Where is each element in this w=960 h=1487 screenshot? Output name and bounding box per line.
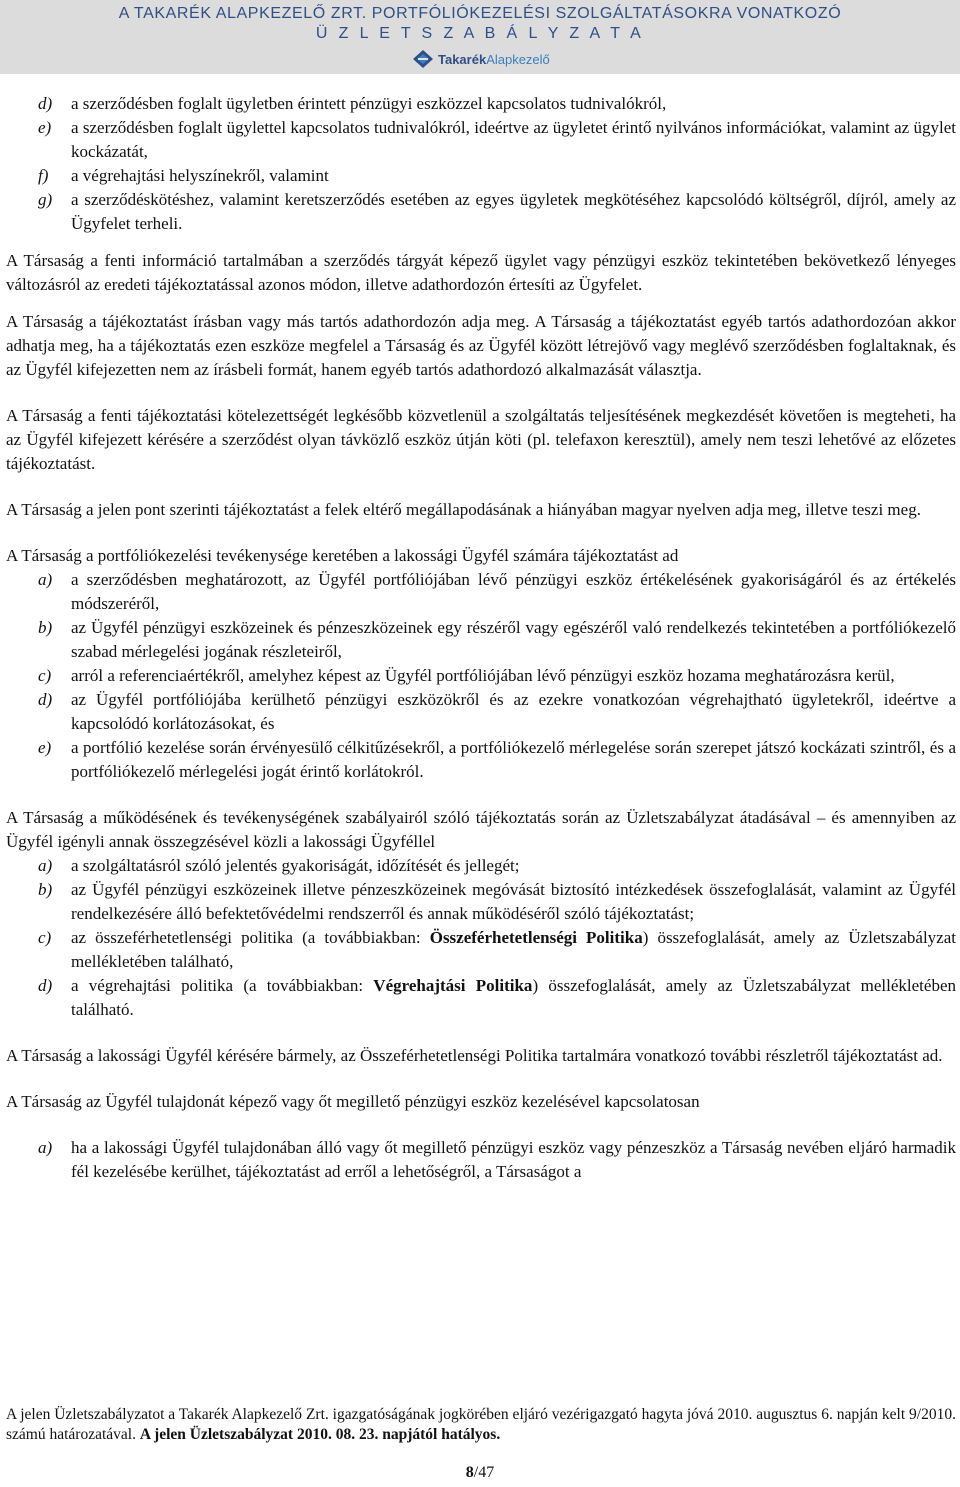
defined-term: Összeférhetetlenségi Politika	[429, 928, 643, 947]
list-item-text: az Ügyfél portfóliójába kerülhető pénzügyi eszközökről és az ezekre vonatkozóan végrehajtható ügyletekről, ideértve a kapcsolódó korlátozásokat, és	[71, 690, 956, 733]
list-item-text: a szerződéskötéshez, valamint keretszerződés esetében az egyes ügyletek megkötéséhez kapcsolódó költségről, díjról, amely az Ügyfelet terheli.	[71, 190, 956, 233]
list-item	[6, 926, 956, 974]
list-item-text: ) összefoglalását, amely az Üzletszabályzat mellékletében található.	[71, 976, 956, 1019]
list-marker: a)	[38, 570, 53, 589]
list-marker: a)	[38, 856, 53, 875]
defined-term: Végrehajtási Politika	[373, 976, 533, 995]
list-marker: c)	[38, 928, 52, 947]
list-item-text: a végrehajtási helyszínekről, valamint	[71, 166, 329, 185]
paragraph: A Társaság a működésének és tevékenységének szabályairól szóló tájékoztatás során az Üzletszabályzat átadásával – és amennyiben az Ügyfél igényli annak összegzésével közli a lakossági Ügyféllel	[6, 808, 956, 851]
logo-text	[438, 52, 550, 67]
list-item-text: az összeférhetetlenségi politika (a továbbiakban:	[71, 928, 430, 947]
logo-light: Alapkezelő	[486, 51, 550, 67]
list-marker: e)	[38, 738, 52, 757]
logo-bold: Takarék	[438, 51, 487, 67]
total-pages: /47	[473, 1464, 495, 1481]
list-item-text: ) összefoglalását, amely az Üzletszabályzat mellékletében található,	[71, 928, 956, 971]
list-marker: b)	[38, 618, 53, 637]
paragraph: A Társaság a lakossági Ügyfél kérésére bármely, az Összeférhetetlenségi Politika tartalmára vonatkozó további részletről tájékoztatást ad.	[6, 1046, 943, 1065]
list-item-text: ha a lakossági Ügyfél tulajdonában álló vagy őt megillető pénzügyi eszköz vagy pénzeszköz a Társaság nevében eljáró harmadik fél kezelésébe kerülhet, tájékoztatást ad erről a lehetőségről, a Társaságot a	[71, 1138, 956, 1181]
paragraph: A Társaság a fenti információ tartalmában a szerződés tárgyát képező ügylet vagy pénzügyi eszköz tekintetében bekövetkező lényeges változásról az eredeti tájékoztatással azonos módon, illetve adathordozón értesíti az Ügyfelet.	[6, 251, 956, 294]
paragraph: A Társaság a portfóliókezelési tevékenysége keretében a lakossági Ügyfél számára tájékoztatást ad	[6, 546, 679, 565]
company-logo	[412, 48, 550, 70]
list-item	[6, 878, 956, 926]
list-marker: c)	[38, 666, 52, 685]
list-item	[6, 664, 956, 688]
paragraph: A Társaság a jelen pont szerinti tájékoztatást a felek eltérő megállapodásának a hiányában magyar nyelven adja meg, illetve teszi meg.	[6, 500, 921, 519]
list-item-text: a szerződésben foglalt ügylettel kapcsolatos tudnivalókról, ideértve az ügyletet érintő nyilvános információkat, valamint az ügylet kockázatát,	[71, 118, 956, 161]
footer-effective-date: A jelen Üzletszabályzat 2010. 08. 23. napjától hatályos.	[139, 1426, 501, 1443]
list-item	[6, 736, 956, 784]
list-item-text: a szerződésben meghatározott, az Ügyfél portfóliójában lévő pénzügyi eszköz értékelésének gyakoriságáról és az értékelés módszeréről,	[71, 570, 956, 613]
list-item	[6, 188, 956, 236]
list-1	[6, 92, 956, 236]
paragraph: A Társaság a tájékoztatást írásban vagy más tartós adathordozón adja meg. A Társaság a tájékoztatást egyéb tartós adathordozóan akkor adhatja meg, ha a tájékoztatás ezen eszköze megfelel a Társaság és az Ügyfél között létrejövő vagy meglévő szerződésben foglaltaknak, és az Ügyfél kifejezetten nem az írásbeli formát, hanem egyéb tartós adathordozó alkalmazását választja.	[6, 312, 956, 379]
list-marker: f)	[38, 166, 49, 185]
list-marker: d)	[38, 94, 53, 113]
page-footer	[6, 1405, 956, 1445]
takarek-logo-icon	[412, 49, 434, 69]
list-marker: d)	[38, 976, 53, 995]
current-page: 8	[465, 1464, 474, 1481]
list-item	[6, 688, 956, 736]
list-3	[6, 854, 956, 1022]
header-subtitle: Ü Z L E T S Z A B Á L Y Z A T A	[315, 25, 645, 42]
list-item	[6, 116, 956, 164]
list-item	[6, 568, 956, 616]
list-item-text: arról a referenciaértékről, amelyhez képest az Ügyfél portfóliójában lévő pénzügyi eszköz hozama meghatározásra kerül,	[71, 666, 895, 685]
list-item-text: az Ügyfél pénzügyi eszközeinek és pénzeszközeinek egy részéről vagy egészéről való rendelkezés tekintetében a portfóliókezelő szabad mérlegelési jogának részleteiről,	[71, 618, 956, 661]
list-item-text: a szerződésben foglalt ügyletben érintett pénzügyi eszközzel kapcsolatos tudnivalókról,	[71, 94, 667, 113]
list-2	[6, 568, 956, 784]
list-marker: a)	[38, 1138, 53, 1157]
list-item-text: az Ügyfél pénzügyi eszközeinek illetve pénzeszközeinek megóvását biztosító intézkedések összefoglalását, valamint az Ügyfél rendelkezésére álló befektetővédelmi rendszerről és annak működéséről szóló tájékoztatást;	[71, 880, 956, 923]
list-item	[6, 854, 956, 878]
list-marker: b)	[38, 880, 53, 899]
list-4	[6, 1136, 956, 1184]
paragraph: A Társaság az Ügyfél tulajdonát képező vagy őt megillető pénzügyi eszköz kezelésével kapcsolatosan	[6, 1092, 700, 1111]
list-marker: d)	[38, 690, 53, 709]
list-item	[6, 616, 956, 664]
list-item	[6, 92, 956, 116]
page-number	[0, 1464, 960, 1482]
list-item-text: a portfólió kezelése során érvényesülő célkitűzésekről, a portfóliókezelő mérlegelése során szerepet játszó kockázati szintről, és a portfóliókezelő mérlegelési jogát érintő korlátokról.	[71, 738, 956, 781]
document-body	[6, 92, 956, 1184]
list-item	[6, 1136, 956, 1184]
footer-text: A jelen Üzletszabályzatot a Takarék Alapkezelő Zrt. igazgatóságának jogkörében eljáró vezérigazgató hagyta jóvá 2010. augusztus 6. napján kelt 9/2010. számú határozatával.	[6, 1406, 956, 1443]
list-item-text: a végrehajtási politika (a továbbiakban:	[71, 976, 374, 995]
header-title: A TAKARÉK ALAPKEZELŐ ZRT. PORTFÓLIÓKEZELÉSI SZOLGÁLTATÁSOKRA VONATKOZÓ	[118, 5, 842, 22]
list-item-text: a szolgáltatásról szóló jelentés gyakoriságát, időzítését és jellegét;	[71, 856, 520, 875]
page-header	[0, 0, 960, 74]
paragraph: A Társaság a fenti tájékoztatási kötelezettségét legkésőbb közvetlenül a szolgáltatás teljesítésének megkezdését követően is megteheti, ha az Ügyfél kifejezett kérésére a szerződést olyan távközlő eszköz útján köti (pl. telefaxon keresztül), amely nem teszi lehetővé az előzetes tájékoztatást.	[6, 406, 956, 473]
list-item	[6, 164, 956, 188]
list-item	[6, 974, 956, 1022]
list-marker: e)	[38, 118, 52, 137]
list-marker: g)	[38, 190, 53, 209]
